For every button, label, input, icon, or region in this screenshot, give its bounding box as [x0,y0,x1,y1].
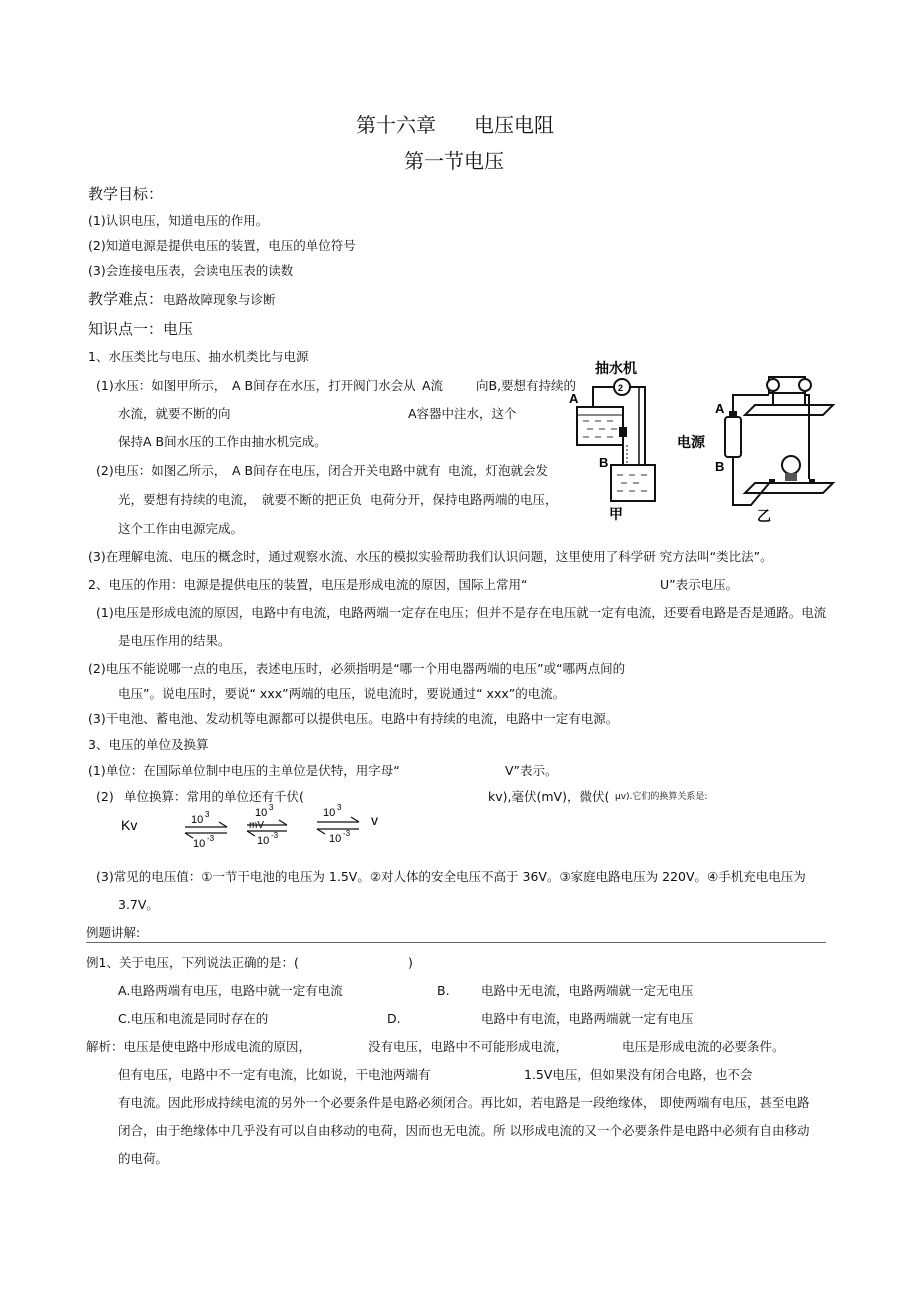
power-label: 电源 [677,434,705,450]
conv-kv-label: Kv [121,817,138,833]
s3-p1-b: V”表示。 [505,763,558,778]
q1-text: 例1、关于电压，下列说法正确的是：( [86,955,299,970]
s3-p3b: 3.7V。 [118,897,159,912]
s2-p3: (3)干电池、蓄电池、发动机等电源都可以提供电压。电路中有持续的电流，电路中一定有电源。 [88,711,619,726]
bulb-board [745,483,833,493]
section-title: 第一节电压 [404,149,504,173]
objective-2: (2)知道电源是提供电压的装置，电压的单位符号 [88,238,356,253]
conv-down-1: 10 [193,838,206,850]
conv-exp-3: 3 [337,803,342,812]
battery-icon [725,417,741,457]
analogy-figure [565,355,840,525]
s3-heading: 3、电压的单位及换算 [88,737,209,752]
s2-heading-a: 2、电压的作用：电源是提供电压的装置，电压是形成电流的原因，国际上常用“ [88,577,528,592]
bulb-icon [782,456,800,474]
unit-conversion-diagram [115,800,395,856]
s2-heading-b: U”表示电压。 [660,577,739,592]
s1-p2b-c: 电荷分开，保持电路两端的电压， [370,492,558,507]
analysis4: 闭合，由于绝缘体中几乎没有可以自由移动的电荷，因而也无电流。所 以形成电流的又一个必要条件是电路中必须有自由移动 [118,1123,810,1138]
conv-arrow-2 [247,803,287,847]
container-a [577,407,623,445]
circuit-analogy-figure [677,377,833,524]
conv-up-1: 10 [191,814,204,826]
chapter-title: 第十六章 [356,113,436,137]
label-a: A [569,391,579,406]
label-b: B [599,455,609,470]
s1-p2-a: (2)电压：如图乙所示， [96,463,227,478]
option-b-letter: B. [437,983,450,998]
objective-1: (1)认识电压，知道电压的作用。 [88,213,269,228]
option-a: A.电路两端有电压，电路中就一定有电流 [118,983,343,998]
s1-p1-c: A流 [422,378,444,393]
conv-exp-2: 3 [269,803,274,812]
s3-p3: (3)常见的电压值：①一节干电池的电压为 1.5V。②对人体的安全电压不高于 36V。③家庭电路电压为 220V。④手机充电电压为 [96,869,806,884]
svg-text:2: 2 [618,383,624,393]
s2-p1b: 是电压作用的结果。 [118,633,231,648]
s1-p1-b: A B间存在水压，打开阀门水会从 [232,378,416,393]
conv-arrow-1 [185,810,227,850]
switch-board [745,405,833,415]
difficulty-label: 教学难点： [88,290,164,308]
conv-arrow-3 [317,803,359,845]
valve-icon [619,427,627,437]
knowledge-heading: 知识点一：电压 [88,320,194,338]
chapter-topic: 电压电阻 [474,113,554,137]
pump-label: 抽水机 [595,360,637,376]
s3-p1-a: (1)单位：在国际单位制中电压的主单位是伏特，用字母“ [88,763,400,778]
analysis-b: 没有电压，电路中不可能形成电流， [368,1039,569,1054]
conv-down-3: 10 [329,833,342,845]
option-d: 电路中有电流，电路两端就一定有电压 [481,1011,694,1026]
analysis5: 的电荷。 [118,1151,169,1166]
examples-heading: 例题讲解: [86,925,141,940]
circuit-label-a: A [715,401,725,416]
conv-exp-neg-2: -3 [271,831,279,840]
objective-3: (3)会连接电压表，会读电压表的读数 [88,263,294,278]
conv-exp-neg-1: -3 [207,834,215,843]
s1-p1b-a: 水流，就要不断的向 [118,406,231,421]
s2-p2: (2)电压不能说哪一点的电压，表述电压时，必须指明是“哪一个用电器两端的电压”或“哪两点间的 [88,661,626,676]
s1-p1-d: 向B,要想有持续的 [476,378,577,393]
s1-p1b-b: A容器中注水，这个 [408,406,517,421]
s2-p1: (1)电压是形成电流的原因，电路中有电流，电路两端一定存在电压；但并不是存在电压就一定有电流，还要看电路是否是通路。电流 [96,605,827,620]
q1-paren: ) [408,955,413,970]
conv-up-2: 10 [255,807,268,819]
conv-exp-1: 3 [205,810,210,819]
figure-caption-yi: 乙 [757,508,771,524]
divider [86,942,826,943]
option-b: 电路中无电流，电路两端就一定无电压 [481,983,694,998]
conv-exp-neg-3: -3 [343,829,351,838]
conv-mv-label: mV [249,820,264,831]
analysis-a: 解析：电压是使电路中形成电流的原因， [86,1039,312,1054]
s1-p2b-a: 光，要想有持续的电流， [118,492,256,507]
analysis2-a: 但有电压，电路中不一定有电流，比如说，干电池两端有 [118,1067,431,1082]
conv-up-3: 10 [323,807,336,819]
s3-p2-c: kv),毫伏(mV)，微伏( [488,789,610,804]
s1-p1-a: (1)水压：如图甲所示， [96,378,227,393]
analysis3: 有电流。因此形成持续电流的另外一个必要条件是电路必须闭合。再比如，若电路是一段绝缘体， 即使两端有电压，甚至电路 [118,1095,810,1110]
difficulty-text: 电路故障现象与诊断 [163,292,276,307]
s1-p1c: 保持A B间水压的工作由抽水机完成。 [118,434,327,449]
s1-p2b-b: 就要不断的把正负 [262,492,363,507]
s1-p3: (3)在理解电流、电压的概念时，通过观察水流、水压的模拟实验帮助我们认识问题，这里使用了科学研 究方法叫“类比法”。 [88,549,773,564]
analysis-c: 电压是形成电流的必要条件。 [622,1039,785,1054]
s1-heading: 1、水压类比与电压、抽水机类比与电源 [88,349,309,364]
water-analogy-figure [569,360,655,522]
figure-caption-jia: 甲 [609,506,623,522]
s3-p2-a: (2) [96,789,114,804]
s1-p2c: 这个工作由电源完成。 [118,521,244,536]
analysis2-b: 1.5V电压，但如果没有闭合电路，也不会 [524,1067,753,1082]
s1-p2-b: A B间存在电压，闭合开关电路中就有 [232,463,441,478]
s3-p2-d: μv).它们的换算关系是: [615,792,708,802]
s3-p2-b: 单位换算：常用的单位还有千伏( [124,789,304,804]
circuit-label-b: B [715,459,725,474]
objectives-heading: 教学目标： [88,185,164,203]
s2-p2b: 电压”。说电压时，要说“ xxx”两端的电压，说电流时，要说通过“ xxx”的电流。 [118,686,566,701]
option-d-letter: D. [387,1011,401,1026]
conv-down-2: 10 [257,835,270,847]
conv-v-label: v [371,812,378,828]
s1-p2-c: 电流，灯泡就会发 [448,463,549,478]
option-c: C.电压和电流是同时存在的 [118,1011,269,1026]
